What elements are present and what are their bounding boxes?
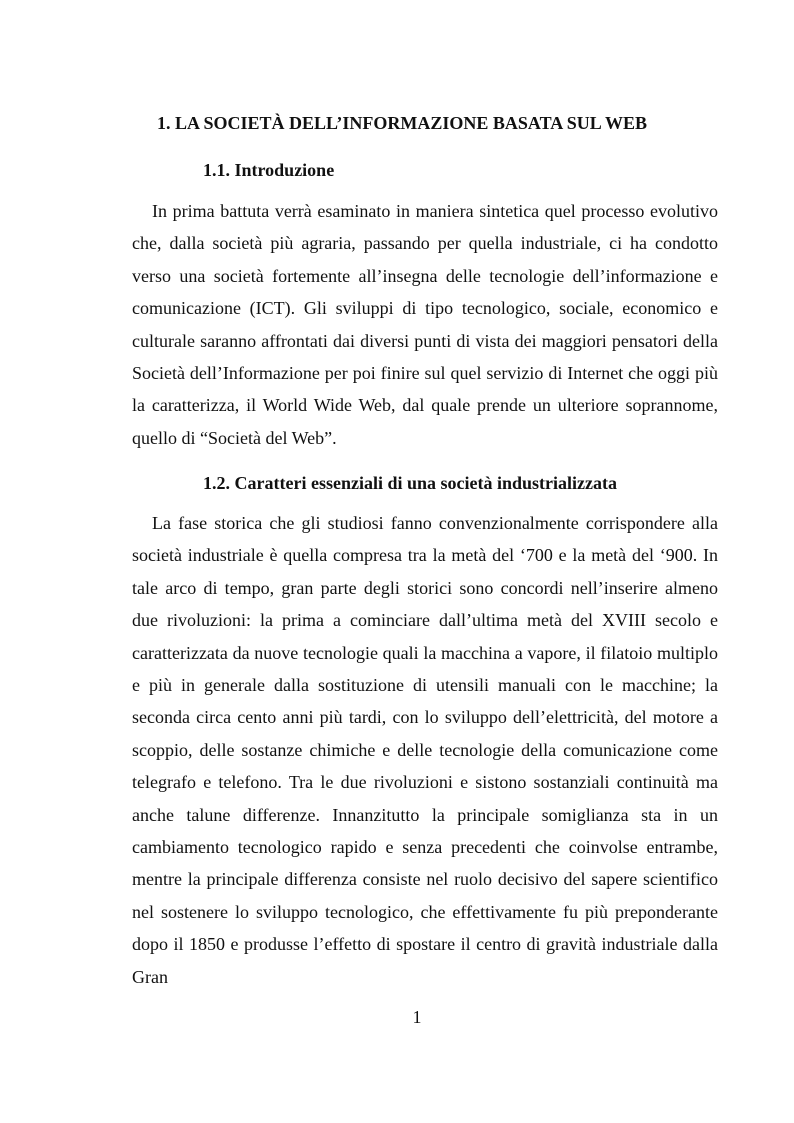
section-title-caratteri-essenziali: 1.2. Caratteri essenziali di una società industrializzata [203,473,617,493]
paragraph-caratteri-essenziali: La fase storica che gli studiosi fanno convenzionalmente corrispondere alla società industriale è quella compresa tra la metà del ‘700 e la metà del ‘900. In tale arco di tempo, gran parte degli storici sono concordi nell’inserire almeno due rivoluzioni: la prima a cominciare dall’ultima metà del XVIII secolo e caratterizzata da nuove tecnologie quali la macchina a vapore, il filatoio multiplo e più in generale dalla sostituzione di utensili manuali con le macchine; la seconda circa cento anni più tardi, con lo sviluppo dell’elettricità, del motore a scoppio, delle sostanze chimiche e delle tecnologie della comunicazione come telegrafo e telefono. Tra le due rivoluzioni e sistono sostanziali continuità ma anche talune differenze. Innanzitutto la principale somiglianza sta in un cambiamento tecnologico rapido e senza precedenti che coinvolse entrambe, mentre la principale differenza consiste nel ruolo decisivo del sapere scientifico nel sostenere lo sviluppo tecnologico, che effettivamente fu più preponderante dopo il 1850 e produsse l’effetto di spostare il centro di gravità industriale dalla Gran [132,513,718,987]
page-number: 1 [412,1007,422,1027]
paragraph-introduzione: In prima battuta verrà esaminato in maniera sintetica quel processo evolutivo che, dalla società più agraria, passando per quella industriale, ci ha condotto verso una società fortemente all’insegna delle tecnologie dell’informazione e comunicazione (ICT). Gli sviluppi di tipo tecnologico, sociale, economico e culturale saranno affrontati dai diversi punti di vista dei maggiori pensatori della Società dell’Informazione per poi finire sul quel servizio di Internet che oggi più la caratterizza, il World Wide Web, dal quale prende un ulteriore soprannome, quello di “Società del Web”. [132,201,718,448]
chapter-title: 1. LA SOCIETÀ DELL’INFORMAZIONE BASATA SUL WEB [157,113,647,133]
section-title-introduzione: 1.1. Introduzione [203,160,335,180]
